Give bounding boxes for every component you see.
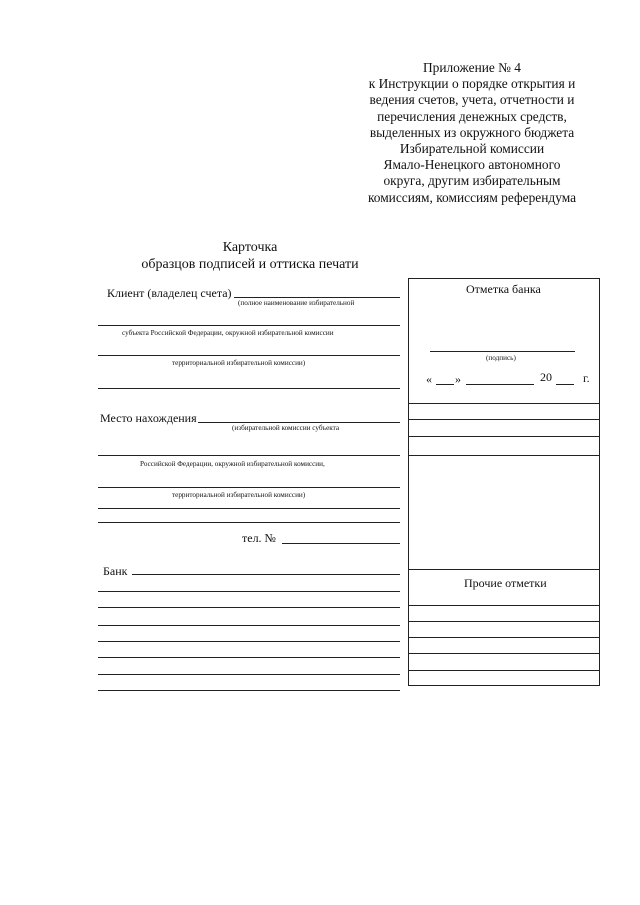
box-divider [408, 621, 600, 622]
bank-label: Банк [103, 564, 128, 578]
header-line: Ямало-Ненецкого автономного [383, 157, 561, 173]
card-title [120, 240, 380, 273]
header-line: выделенных из окружного бюджета [369, 124, 575, 140]
bank-line[interactable] [98, 591, 400, 592]
location-label: Место нахождения [100, 411, 197, 425]
client-line[interactable] [98, 325, 400, 326]
header-line: к Инструкции о порядке открытия и [368, 76, 576, 92]
date-year-prefix: 20 [540, 370, 552, 384]
phone-line[interactable] [282, 543, 400, 544]
date-year-suffix: г. [583, 371, 590, 385]
date-day-line[interactable] [436, 384, 454, 385]
client-hint-3: территориальной избирательной комиссии) [172, 359, 306, 367]
client-line[interactable] [98, 388, 400, 389]
header-line: Приложение № 4 [422, 60, 522, 75]
client-hint-1: (полное наименование избирательной [238, 299, 355, 307]
location-hint-1: (избирательной комиссии субъекта [232, 424, 340, 432]
box-divider [408, 419, 600, 420]
client-line[interactable] [234, 297, 400, 298]
bank-line[interactable] [98, 641, 400, 642]
box-divider [408, 670, 600, 671]
location-line[interactable] [198, 422, 400, 423]
date-month-line[interactable] [466, 384, 534, 385]
header-line: ведения счетов, учета, отчетности и [369, 92, 575, 108]
client-label: Клиент (владелец счета) [107, 286, 232, 300]
box-divider [408, 403, 600, 404]
box-divider [408, 605, 600, 606]
date-year-line[interactable] [556, 384, 574, 385]
bank-line[interactable] [98, 657, 400, 658]
date-quote-open: « [426, 372, 432, 386]
location-line[interactable] [98, 487, 400, 488]
signature-hint: (подпись) [486, 354, 516, 362]
bank-line[interactable] [132, 574, 400, 575]
header-line: перечисления денежных средств, [377, 108, 567, 124]
header-line: Избирательной комиссии [399, 141, 545, 157]
header-line: комиссиям, комиссиям референдума [367, 189, 577, 205]
location-line[interactable] [98, 508, 400, 509]
other-marks-title: Прочие отметки [464, 576, 547, 590]
card-title-line2: образцов подписей и оттиска печати [141, 256, 359, 272]
box-divider [408, 637, 600, 638]
location-line[interactable] [98, 455, 400, 456]
client-hint-2: субъекта Российской Федерации, окружной избирательной комиссии [122, 329, 334, 337]
bank-line[interactable] [98, 674, 400, 675]
box-divider [408, 455, 600, 456]
bank-mark-title: Отметка банка [466, 282, 541, 296]
date-quote-close: » [455, 372, 461, 386]
bank-line[interactable] [98, 625, 400, 626]
bank-mark-box [408, 278, 600, 686]
phone-label: тел. № [242, 531, 277, 545]
location-hint-3: территориальной избирательной комиссии) [172, 491, 306, 499]
box-divider [408, 569, 600, 570]
signature-line[interactable] [430, 351, 575, 352]
appendix-header [342, 60, 602, 206]
bank-line[interactable] [98, 690, 400, 691]
client-line[interactable] [98, 355, 400, 356]
location-hint-2: Российской Федерации, окружной избирательной комиссии, [140, 460, 325, 468]
box-divider [408, 436, 600, 437]
location-line[interactable] [98, 522, 400, 523]
card-title-line1: Карточка [222, 240, 278, 255]
bank-line[interactable] [98, 607, 400, 608]
box-divider [408, 653, 600, 654]
header-line: округа, другим избирательным [383, 173, 561, 189]
